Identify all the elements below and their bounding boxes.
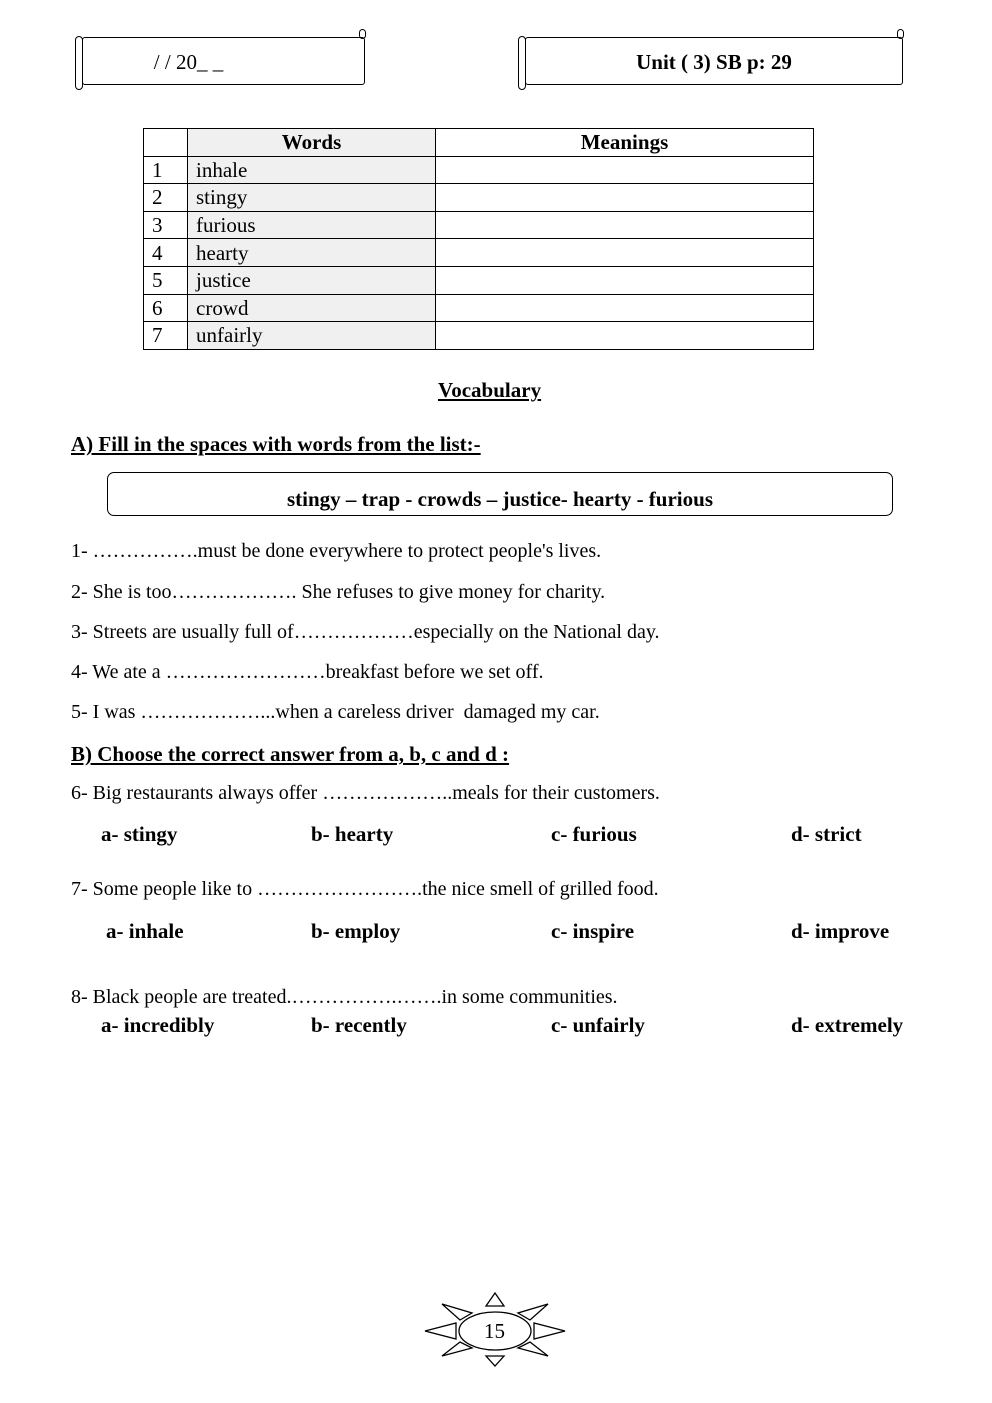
row-meaning[interactable] bbox=[436, 211, 814, 239]
row-number: 6 bbox=[144, 294, 188, 322]
row-meaning[interactable] bbox=[436, 184, 814, 212]
option-d: d- improve bbox=[791, 919, 890, 943]
option-b: b- recently bbox=[311, 1013, 407, 1037]
row-number: 3 bbox=[144, 211, 188, 239]
row-meaning[interactable] bbox=[436, 266, 814, 294]
page-number: 15 bbox=[484, 1319, 505, 1343]
table-row bbox=[144, 156, 814, 184]
date-text: / / 20_ _ bbox=[153, 50, 224, 74]
table-row bbox=[144, 184, 814, 212]
row-word: stingy bbox=[188, 184, 436, 212]
table-row bbox=[144, 294, 814, 322]
row-meaning[interactable] bbox=[436, 239, 814, 267]
row-meaning[interactable] bbox=[436, 294, 814, 322]
option-b: b- employ bbox=[311, 919, 401, 943]
row-meaning[interactable] bbox=[436, 156, 814, 184]
option-c: c- unfairly bbox=[551, 1013, 645, 1037]
row-word: inhale bbox=[188, 156, 436, 184]
table-row bbox=[144, 322, 814, 350]
row-number: 5 bbox=[144, 266, 188, 294]
row-word: unfairly bbox=[188, 322, 436, 350]
unit-banner bbox=[525, 37, 903, 85]
word-list: stingy – trap - crowds – justice- hearty - furious bbox=[287, 487, 713, 511]
row-word: hearty bbox=[188, 239, 436, 267]
word-list-box bbox=[107, 472, 893, 516]
option-c: c- furious bbox=[551, 822, 637, 846]
section-title: Vocabulary bbox=[438, 378, 542, 402]
question-8: 8- Black people are treated.…………….…….in some communities. bbox=[71, 986, 618, 1008]
row-number: 1 bbox=[144, 156, 188, 184]
fill-item: 4- We ate a ……………………breakfast before we set off. bbox=[71, 661, 544, 683]
part-b-heading: B) Choose the correct answer from a, b, c and d : bbox=[71, 742, 510, 766]
option-d: d- strict bbox=[791, 822, 862, 846]
vocabulary-table bbox=[143, 128, 814, 350]
fill-item: 3- Streets are usually full of………………especially on the National day. bbox=[71, 621, 660, 643]
col-number bbox=[144, 129, 188, 157]
row-word: crowd bbox=[188, 294, 436, 322]
row-meaning[interactable] bbox=[436, 322, 814, 350]
table-row bbox=[144, 266, 814, 294]
question-6: 6- Big restaurants always offer ………………..meals for their customers. bbox=[71, 782, 660, 804]
row-number: 4 bbox=[144, 239, 188, 267]
col-words: Words bbox=[188, 129, 436, 157]
fill-item: 5- I was ………………...when a careless driver damaged my car. bbox=[71, 701, 600, 723]
table-header bbox=[144, 129, 814, 157]
row-number: 2 bbox=[144, 184, 188, 212]
row-word: justice bbox=[188, 266, 436, 294]
option-c: c- inspire bbox=[551, 919, 635, 943]
date-banner bbox=[82, 37, 365, 85]
option-d: d- extremely bbox=[791, 1013, 904, 1037]
option-a: a- inhale bbox=[106, 919, 184, 943]
option-b: b- hearty bbox=[311, 822, 394, 846]
table-row bbox=[144, 211, 814, 239]
unit-text: Unit ( 3) SB p: 29 bbox=[636, 50, 792, 74]
col-meanings: Meanings bbox=[436, 129, 814, 157]
fill-item: 2- She is too………………. She refuses to give money for charity. bbox=[71, 581, 606, 603]
fill-item: 1- …………….must be done everywhere to protect people's lives. bbox=[71, 540, 602, 562]
question-7: 7- Some people like to …………………….the nice smell of grilled food. bbox=[71, 878, 659, 900]
part-a-heading: A) Fill in the spaces with words from the list:- bbox=[71, 432, 481, 456]
table-row bbox=[144, 239, 814, 267]
row-number: 7 bbox=[144, 322, 188, 350]
row-word: furious bbox=[188, 211, 436, 239]
option-a: a- stingy bbox=[101, 822, 178, 846]
option-a: a- incredibly bbox=[101, 1013, 215, 1037]
